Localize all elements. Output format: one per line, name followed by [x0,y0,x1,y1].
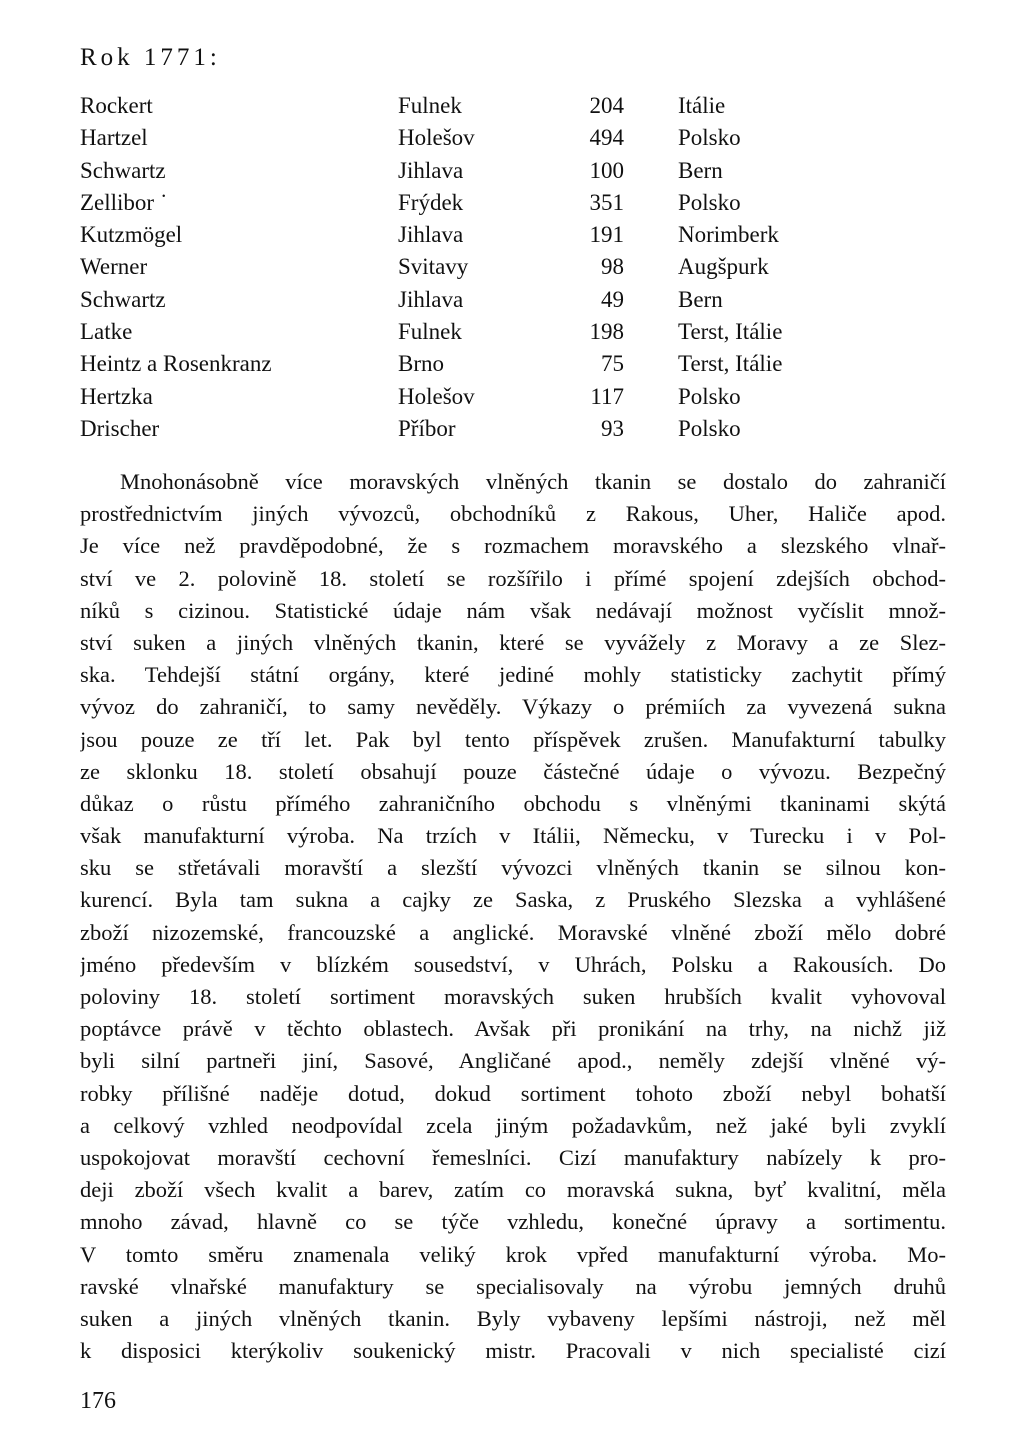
exporter-name: Hertzka [80,383,153,409]
table-row [80,155,878,187]
paragraph-line: zboží nizozemské, francouzské a anglické. Moravské vlněné zboží mělo dobré [80,919,946,945]
paragraph-line: jméno především v blízkém sousedství, v Uhrách, Polsku a Rakousích. Do [80,951,946,977]
exporter-name: Schwartz [80,286,166,312]
export-table [80,90,878,445]
body-paragraph [80,466,946,1367]
spacer [624,316,678,348]
export-amount: 191 [589,222,624,248]
paragraph-line: V tomto směru znamenala veliký krok vpřed manufakturní výroba. Mo- [80,1241,946,1267]
paragraph-line: Je více než pravděpodobné, že s rozmachem moravského a slezského vlnař- [80,533,946,559]
spacer [624,219,678,251]
paragraph-line: kurencí. Byla tam sukna a cajky ze Saska, z Pruského Slezska a vyhlášené [80,887,946,913]
exporter-town: Příbor [398,415,456,441]
export-destination: Polsko [678,189,741,215]
paragraph-line: deji zboží všech kvalit a barev, zatím co moravská sukna, byť kvalitní, měla [80,1177,946,1203]
export-amount: 49 [601,286,624,312]
table-row [80,348,878,380]
year-heading: Rok 1771: [80,44,221,71]
exporter-town: Jihlava [398,157,464,183]
table-row [80,90,878,122]
exporter-town: Holešov [398,125,475,151]
exporter-name: Kutzmögel [80,222,183,248]
export-destination: Polsko [678,415,741,441]
paragraph-line: suken a jiných vlněných tkanin. Byly vybaveny lepšími nástroji, než měl [80,1305,946,1331]
paragraph-line: mnoho závad, hlavně co se týče vzhledu, konečné úpravy a sortimentu. [80,1209,946,1235]
export-destination: Norimberk [678,222,779,248]
paragraph-line: robky přílišné naděje dotud, dokud sortiment tohoto zboží nebyl bohatší [80,1080,946,1106]
paragraph-line: Mnohonásobně více moravských vlněných tkanin se dostalo do zahraničí [120,469,946,494]
export-destination: Bern [678,286,723,312]
paragraph-line: ravské vlnařské manufaktury se specialisovaly na výrobu jemných druhů [80,1273,946,1299]
exporter-town: Svitavy [398,254,469,280]
spacer [624,348,678,380]
table-row [80,316,878,348]
paragraph-line: důkaz o růstu přímého zahraničního obchodu s vlněnými tkaninami skýtá [80,790,946,816]
export-destination: Bern [678,157,723,183]
spacer [624,381,678,413]
paragraph-line: poptávce právě v těchto oblastech. Avšak při pronikání na trhy, na nichž již [80,1016,946,1042]
exporter-name: Hartzel [80,125,148,151]
paragraph-line: a celkový vzhled neodpovídal zcela jiným požadavkům, než jaké byli zvyklí [80,1112,946,1138]
paragraph-line: vývoz do zahraničí, to samy nevěděly. Výkazy o prémiích za vyvezená sukna [80,694,946,720]
table-row [80,251,878,283]
export-amount: 351 [589,189,624,215]
exporter-town: Jihlava [398,286,464,312]
paragraph-line: ska. Tehdejší státní orgány, které jediné mohly statisticky zachytit přímý [80,662,946,688]
paragraph-line: byli silní partneři jiní, Sasové, Angličané apod., neměly zdejší vlněné vý- [80,1048,946,1074]
exporter-town: Holešov [398,383,475,409]
spacer [624,413,678,445]
table-row [80,284,878,316]
page-number: 176 [80,1388,116,1414]
table-row [80,219,878,251]
export-amount: 198 [589,319,624,345]
export-amount: 494 [589,125,624,151]
spacer [624,90,678,122]
paragraph-line: uspokojovat moravští cechovní řemeslníci. Cizí manufaktury nabízely k pro- [80,1144,946,1170]
spacer [624,122,678,154]
exporter-name: Drischer [80,415,160,441]
exporter-town: Fulnek [398,319,462,345]
export-destination: Terst, Itálie [678,351,783,377]
paragraph-line: sku se střetávali moravští a slezští vývozci vlněných tkanin se silnou kon- [80,855,946,881]
exporter-name: Schwartz [80,157,166,183]
paragraph-line: k disposici kterýkoliv soukenický mistr. Pracovali v nich specialisté cizí [80,1338,946,1364]
exporter-town: Jihlava [398,222,464,248]
export-amount: 100 [589,157,624,183]
export-amount: 98 [601,254,624,280]
table-row [80,187,878,219]
export-amount: 117 [590,383,624,409]
export-amount: 204 [589,93,624,118]
export-destination: Itálie [678,93,726,118]
spacer [624,187,678,219]
spacer [624,155,678,187]
exporter-name: Werner [80,254,148,280]
spacer [624,284,678,316]
export-destination: Terst, Itálie [678,319,783,345]
exporter-name: Rockert [80,93,153,118]
export-destination: Augšpurk [678,254,769,280]
paragraph-line: prostřednictvím jiných vývozců, obchodníků z Rakous, Uher, Haliče apod. [80,501,946,527]
paragraph-line: ze sklonku 18. století obsahují pouze částečné údaje o vývozu. Bezpečný [80,758,946,784]
exporter-name: Latke [80,319,133,345]
exporter-town: Fulnek [398,93,462,118]
spacer [624,251,678,283]
export-amount: 93 [601,415,624,441]
exporter-town: Brno [398,351,444,377]
exporter-town: Frýdek [398,189,464,215]
table-row [80,122,878,154]
export-destination: Polsko [678,125,741,151]
export-table-body [80,90,878,445]
exporter-name: Heintz a Rosenkranz [80,351,272,377]
paragraph-line: ství ve 2. polovině 18. století se rozšířilo i přímé spojení zdejších obchod- [80,565,946,591]
paragraph-line: jsou pouze ze tří let. Pak byl tento příspěvek zrušen. Manufakturní tabulky [80,726,946,752]
table-row [80,413,878,445]
export-amount: 75 [601,351,624,377]
paragraph-line: níků s cizinou. Statistické údaje nám však nedávají možnost vyčíslit množ- [80,597,946,623]
exporter-name: Zellibor ˙ [80,189,168,215]
paragraph-line: ství suken a jiných vlněných tkanin, které se vyvážely z Moravy a ze Slez- [80,629,946,655]
export-destination: Polsko [678,383,741,409]
paragraph-line: však manufakturní výroba. Na trzích v Itálii, Německu, v Turecku i v Pol- [80,823,946,849]
paragraph-line: poloviny 18. století sortiment moravských suken hrubších kvalit vyhovoval [80,984,946,1009]
table-row [80,381,878,413]
